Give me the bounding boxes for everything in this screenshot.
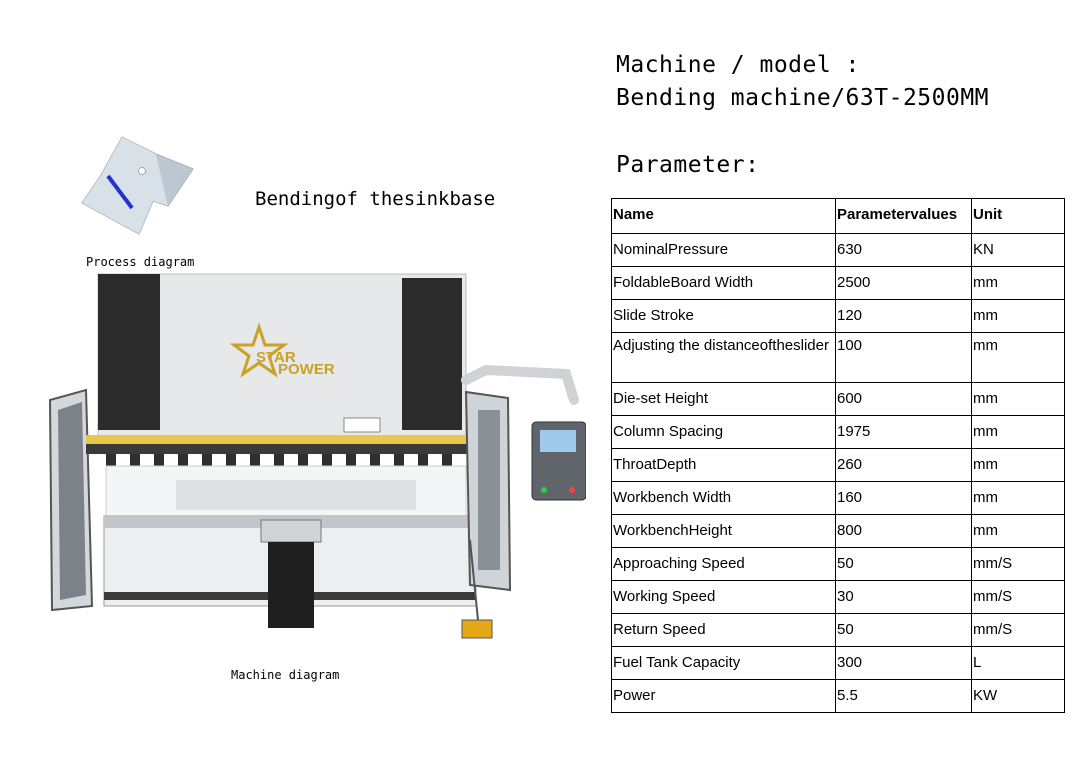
- param-unit: mm: [972, 333, 1065, 383]
- logo-star-text: STAR: [256, 349, 296, 366]
- param-value: 5.5: [836, 680, 972, 713]
- table-row: [612, 234, 1065, 267]
- param-name: Power: [612, 680, 836, 713]
- param-unit: KN: [972, 234, 1065, 267]
- machine-model-label: Machine / model :: [616, 52, 860, 78]
- param-name: FoldableBoard Width: [612, 267, 836, 300]
- process-diagram-image: [78, 134, 200, 238]
- param-name: Workbench Width: [612, 482, 836, 515]
- table-row: [612, 680, 1065, 713]
- logo-power-text: POWER: [278, 361, 335, 378]
- table-row: [612, 333, 1065, 383]
- param-name: Return Speed: [612, 614, 836, 647]
- param-name: Adjusting the distanceoftheslider: [612, 333, 836, 383]
- param-value: 2500: [836, 267, 972, 300]
- param-value: 260: [836, 449, 972, 482]
- table-row: [612, 383, 1065, 416]
- table-row: [612, 647, 1065, 680]
- param-unit: mm: [972, 267, 1065, 300]
- table-row: [612, 581, 1065, 614]
- table-row: [612, 449, 1065, 482]
- param-unit: mm/S: [972, 548, 1065, 581]
- param-value: 100: [836, 333, 972, 383]
- param-name: Fuel Tank Capacity: [612, 647, 836, 680]
- param-name: Approaching Speed: [612, 548, 836, 581]
- param-unit: mm/S: [972, 581, 1065, 614]
- table-row: [612, 482, 1065, 515]
- param-unit: mm: [972, 383, 1065, 416]
- param-name: Column Spacing: [612, 416, 836, 449]
- param-name: ThroatDepth: [612, 449, 836, 482]
- table-row: [612, 515, 1065, 548]
- param-value: 50: [836, 614, 972, 647]
- param-value: 120: [836, 300, 972, 333]
- param-value: 600: [836, 383, 972, 416]
- param-value: 160: [836, 482, 972, 515]
- parameter-table: [611, 198, 1065, 713]
- table-row: [612, 416, 1065, 449]
- param-unit: mm: [972, 515, 1065, 548]
- param-unit: mm: [972, 416, 1065, 449]
- param-value: 800: [836, 515, 972, 548]
- machine-model-value: Bending machine/63T-2500MM: [616, 85, 990, 111]
- param-unit: mm: [972, 449, 1065, 482]
- param-unit: L: [972, 647, 1065, 680]
- header-parameter-values: Parametervalues: [836, 199, 972, 234]
- machine-diagram-caption: Machine diagram: [231, 668, 340, 682]
- param-value: 630: [836, 234, 972, 267]
- param-unit: mm: [972, 482, 1065, 515]
- table-row: [612, 614, 1065, 647]
- machine-diagram-image: [46, 270, 586, 650]
- param-value: 50: [836, 548, 972, 581]
- table-row: [612, 267, 1065, 300]
- table-row: [612, 548, 1065, 581]
- param-unit: mm/S: [972, 614, 1065, 647]
- table-row: [612, 300, 1065, 333]
- sink-base-title: Bendingof thesinkbase: [255, 188, 496, 210]
- param-name: Slide Stroke: [612, 300, 836, 333]
- param-name: WorkbenchHeight: [612, 515, 836, 548]
- param-name: Working Speed: [612, 581, 836, 614]
- process-diagram-caption: Process diagram: [86, 255, 195, 269]
- param-name: Die-set Height: [612, 383, 836, 416]
- parameter-label: Parameter:: [616, 152, 760, 178]
- param-unit: mm: [972, 300, 1065, 333]
- param-name: NominalPressure: [612, 234, 836, 267]
- header-name: Name: [612, 199, 836, 234]
- param-value: 30: [836, 581, 972, 614]
- param-unit: KW: [972, 680, 1065, 713]
- param-value: 1975: [836, 416, 972, 449]
- param-value: 300: [836, 647, 972, 680]
- header-unit: Unit: [972, 199, 1065, 234]
- table-header-row: [612, 199, 1065, 234]
